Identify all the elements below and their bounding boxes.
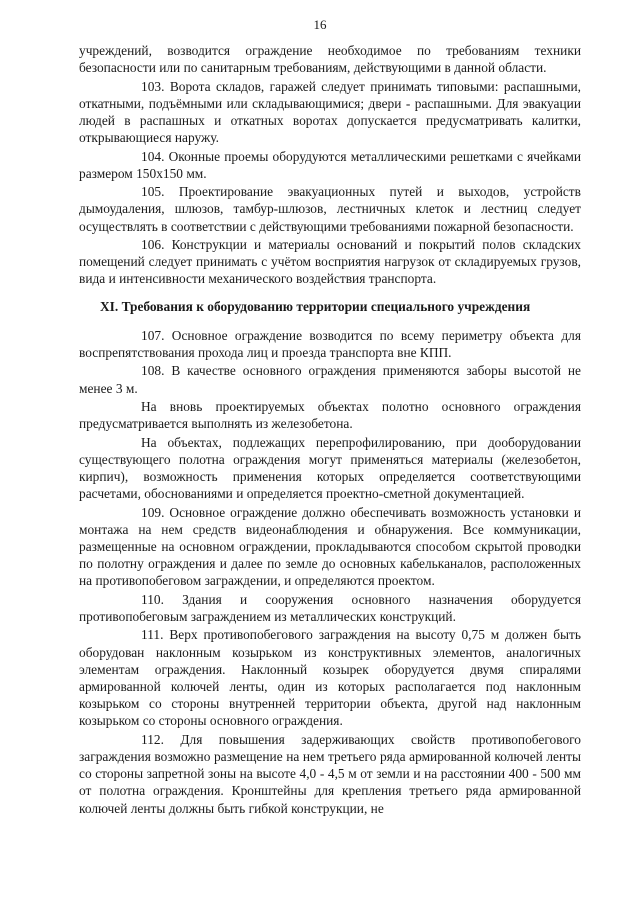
- paragraph-new-objects: На вновь проектируемых объектах полотно основного ограждения предусматривается выполнять из железобетона.: [79, 398, 581, 432]
- page-number: 16: [313, 17, 327, 32]
- paragraph-112: 112. Для повышения задерживающих свойств противопобегового заграждения возможно размещение на нем третьего ряда армированной колючей ленты со стороны запретной зоны на высоте 4,0 - 4,5 м от земли и на расстоянии 400 - 500 мм от полотна ограждения. Кронштейны для крепления третьего ряда армированной колючей ленты должны быть гибкой конструкции, не: [79, 731, 581, 816]
- paragraph-continuation: учреждений, возводится ограждение необходимое по требованиям техники безопасности или по санитарным требованиям, действующими в данной области.: [79, 43, 581, 76]
- paragraph-103: 103. Ворота складов, гаражей следует принимать типовыми: распашными, откатными, подъёмными или складывающимися; двери - распашными. Для эвакуации людей в распашных и откатных воротах допускается предусматривать калитки, открывающиеся наружу.: [79, 78, 581, 146]
- paragraph-reprofiled-objects: На объектах, подлежащих перепрофилированию, при дооборудовании существующего полотна ограждения могут применяться материалы (железобетон, кирпич), возможность применения которых определяется соответствующими расчетами, обоснованиями и определяется проектно-сметной документацией.: [79, 434, 581, 502]
- body-text: [79, 42, 581, 817]
- section-heading: XI. Требования к оборудованию территории специального учреждения: [100, 298, 531, 314]
- paragraph-110: 110. Здания и сооружения основного назначения оборудуется противопобеговым заграждением из металлических конструкций.: [79, 591, 581, 624]
- paragraph-106: 106. Конструкции и материалы оснований и покрытий полов складских помещений следует принимать с учётом восприятия нагрузок от складируемых грузов, вида и интенсивности механического воздействия транспорта.: [79, 236, 581, 287]
- paragraph-104: 104. Оконные проемы оборудуются металлическими решетками с ячейками размером 150х150 мм.: [79, 148, 581, 181]
- paragraph-111: 111. Верх противопобегового заграждения на высоту 0,75 м должен быть оборудован наклонным козырьком из конструктивных элементов, аналогичных элементам ограждения. Наклонный козырек оборудуется двумя спиралями армированной колючей ленты, один из которых располагается под наклонным козырьком со стороны внутренней территории объекта, другой над наклонным козырьком со стороны основного ограждения.: [79, 627, 581, 729]
- paragraph-109: 109. Основное ограждение должно обеспечивать возможность установки и монтажа на нем средств видеонаблюдения и обнаружения. Все коммуникации, размещенные на основном ограждении, прокладываются способом скрытой проводки по полотну ограждения и далее по земле до основных кабельканалов, расположенных на противопобеговом заграждении, и определяются проектом.: [79, 504, 581, 589]
- paragraph-107: 107. Основное ограждение возводится по всему периметру объекта для воспрепятствования прохода лиц и проезда транспорта вне КПП.: [79, 327, 581, 360]
- paragraph-105: 105. Проектирование эвакуационных путей и выходов, устройств дымоудаления, шлюзов, тамбур-шлюзов, лестничных клеток и лестниц следует осуществлять в соответствии с действующими требованиями пожарной безопасности.: [79, 184, 581, 234]
- paragraph-108: 108. В качестве основного ограждения применяются заборы высотой не менее 3 м.: [79, 363, 581, 396]
